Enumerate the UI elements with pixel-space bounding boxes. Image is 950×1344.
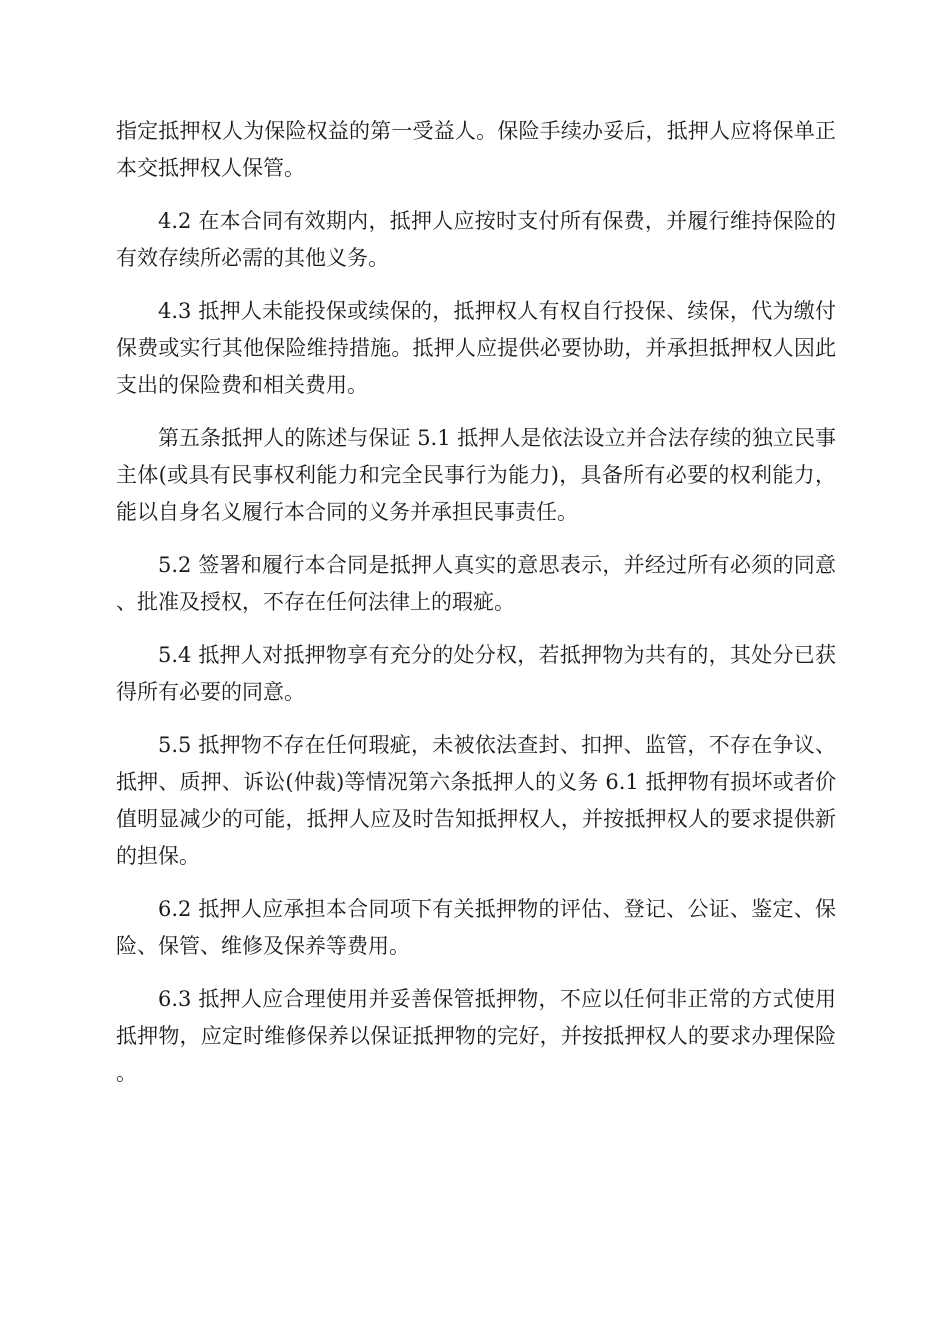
paragraph-4-3: 4.3 抵押人未能投保或续保的，抵押权人有权自行投保、续保，代为缴付保费或实行其他保险维持措施。抵押人应提供必要协助，并承担抵押权人因此支出的保险费和相关费用。 xyxy=(116,299,836,397)
paragraph-4-2: 4.2 在本合同有效期内，抵押人应按时支付所有保费，并履行维持保险的有效存续所必需的其他义务。 xyxy=(116,209,836,270)
paragraph-insurance-beneficiary: 指定抵押权人为保险权益的第一受益人。保险手续办妥后，抵押人应将保单正本交抵押权人保管。 xyxy=(116,119,836,180)
paragraph-5-2: 5.2 签署和履行本合同是抵押人真实的意思表示，并经过所有必须的同意、批准及授权，不存在任何法律上的瑕疵。 xyxy=(116,553,836,614)
document-body xyxy=(116,113,836,1108)
paragraph-6-3: 6.3 抵押人应合理使用并妥善保管抵押物，不应以任何非正常的方式使用抵押物，应定时维修保养以保证抵押物的完好，并按抵押权人的要求办理保险。 xyxy=(116,987,836,1085)
paragraph-5-5-article-6-1: 5.5 抵押物不存在任何瑕疵，未被依法查封、扣押、监管，不存在争议、抵押、质押、诉讼(仲裁)等情况第六条抵押人的义务 6.1 抵押物有损坏或者价值明显减少的可能，抵押人应及时告知抵押权人，并按抵押权人的要求提供新的担保。 xyxy=(116,733,836,868)
paragraph-article-5-1: 第五条抵押人的陈述与保证 5.1 抵押人是依法设立并合法存续的独立民事主体(或具有民事权利能力和完全民事行为能力)，具备所有必要的权利能力，能以自身名义履行本合同的义务并承担民事责任。 xyxy=(116,426,836,524)
paragraph-6-2: 6.2 抵押人应承担本合同项下有关抵押物的评估、登记、公证、鉴定、保险、保管、维修及保养等费用。 xyxy=(116,897,836,958)
paragraph-5-4: 5.4 抵押人对抵押物享有充分的处分权，若抵押物为共有的，其处分已获得所有必要的同意。 xyxy=(116,643,836,704)
